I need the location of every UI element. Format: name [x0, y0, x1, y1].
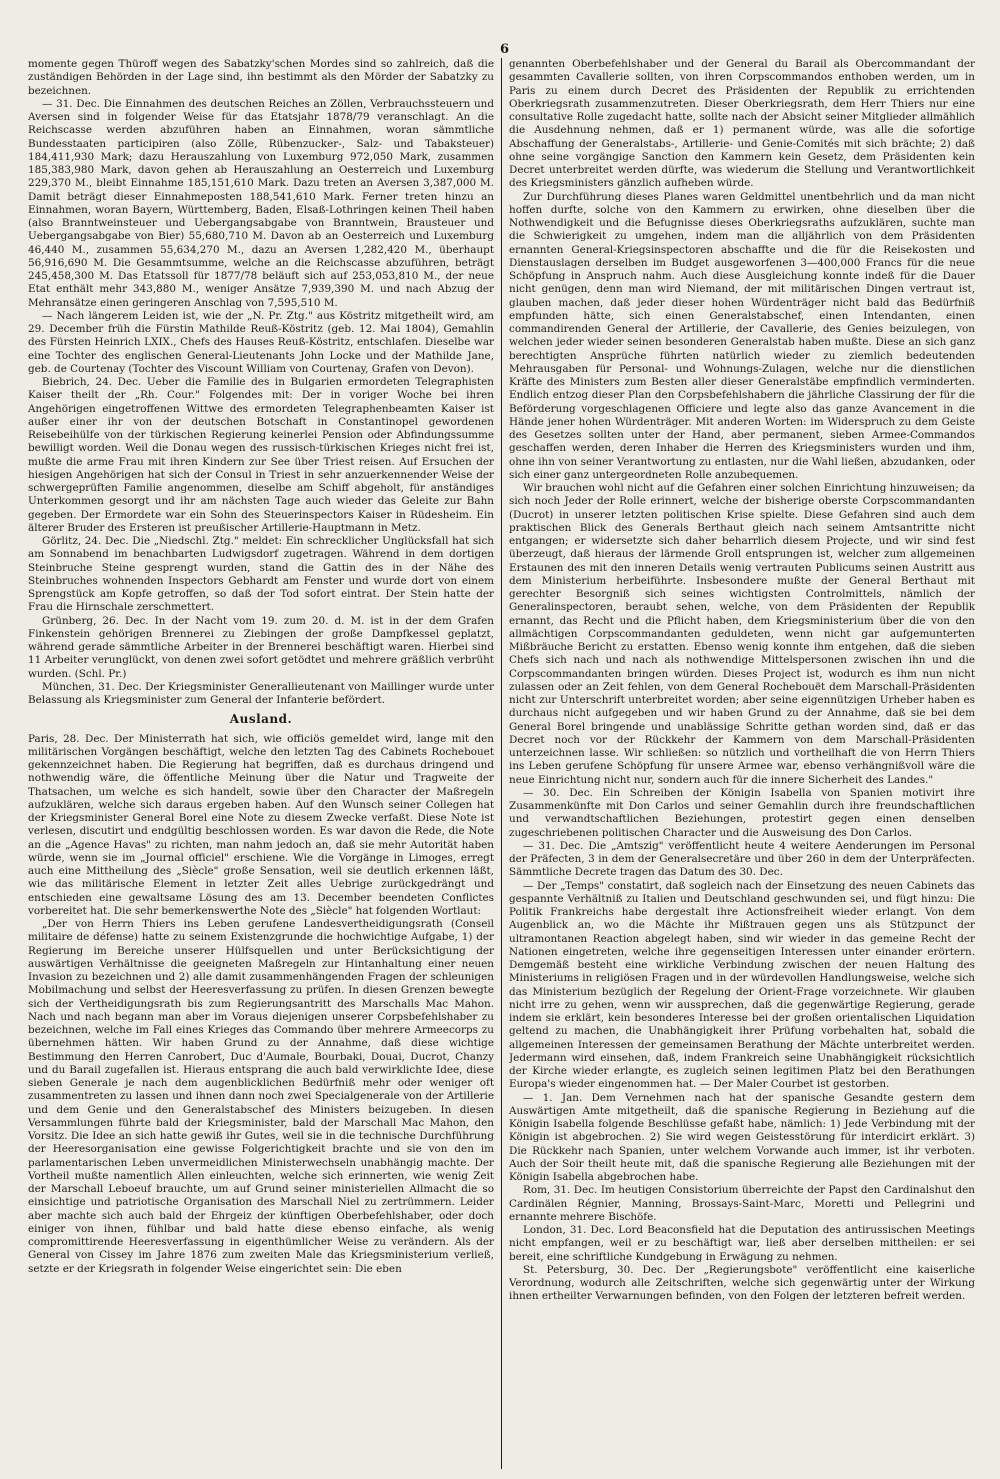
article-paragraph: München, 31. Dec. Der Kriegsminister Generallieutenant von Maillinger wurde unter Belassung als Kriegsminister zum General der Infanterie befördert. [28, 680, 494, 706]
article-paragraph: — 30. Dec. Ein Schreiben der Königin Isabella von Spanien motivirt ihre Zusammenkünfte mit Don Carlos und seiner Gemahlin durch ihre freundschaftlichen und verwandtschaftlichen Beziehungen, protestirt gegen einen denselben zugeschriebenen politischen Character und die Ausweisung des Don Carlos. [509, 786, 975, 839]
article-paragraph: — Der „Temps" constatirt, daß sogleich nach der Einsetzung des neuen Cabinets das gespannte Verhältniß zu Italien und Deutschland geschwunden sei, und fügt hinzu: Die Politik Frankreichs habe dergestalt ihre Actionsfreiheit wieder erlangt. Von dem Augenblick an, wo die Mächte ihr Mißtrauen gegen uns als Stützpunct der ultramontanen Reaction abgelegt haben, sind wir wieder in das gemeine Recht der Nationen eingetreten, welche ihre gegenseitigen Interessen unter einander erörtern. Demgemäß besteht eine wirkliche Verbindung zwischen der neuen Haltung des Ministeriums in religiösen Fragen und in der würdevollen Handlungsweise, welche sich das Ministerium bezüglich der Regelung der Orient-Frage vorzeichnete. Wir glauben nicht irre zu gehen, wenn wir aussprechen, daß die gegenwärtige Regierung, gerade indem sie erklärt, kein besonderes Interesse bei der großen orientalischen Liquidation geltend zu machen, die Unabhängigkeit ihrer Prüfung vorbehalten hat, sobald die allgemeinen Interessen der gemeinsamen Berathung der Mächte unterbreitet werden. Jedermann wird einsehen, daß, indem Frankreich seine Unabhängigkeit rücksichtlich der Kirche wieder erlangte, es zugleich seinen legitimen Platz bei den Berathungen Europa's wieder eingenommen hat. — Der Maler Courbet ist gestorben. [509, 879, 975, 1091]
article-paragraph: momente gegen Thüroff wegen des Sabatzky'schen Mordes sind so zahlreich, daß die zuständigen Behörden in der Lage sind, ihn bestimmt als den Mörder der Sabatzky zu bezeichnen. [28, 58, 494, 97]
article-paragraph: genannten Oberbefehlshaber und der General du Barail als Obercommandant der gesammten Cavallerie sollten, von ihren Corpscommandos enthoben werden, um in Paris zu einem durch Decret des Präsidenten der Republik zu errichtenden Oberkriegsrath zusammenzutreten. Dieser Oberkriegsrath, dem Herr Thiers nur eine consultative Rolle zugedacht hatte, sollte nach der Absicht seiner Mitglieder allmählich die Ausdehnung nehmen, daß er 1) permanent würde, was alle die sofortige Abschaffung der Generalstabs-, Artillerie- und Genie-Comités mit sich brächte; 2) daß ohne seine vorgängige Sanction den Kammern kein Gesetz, dem Präsidenten kein Decret unterbreitet werden dürfte, was wiederum die Stellung und Verantwortlichkeit des Kriegsministers gänzlich aufheben würde. [509, 58, 975, 190]
article-paragraph: St. Petersburg, 30. Dec. Der „Regierungsbote" veröffentlicht eine kaiserliche Verordnung, wodurch alle Zeitschriften, welche sich gegenwärtig unter der Wirkung ihnen ertheilter Verwarnungen befinden, von den Folgen der letzteren befreit werden. [509, 1263, 975, 1303]
article-paragraph: — 31. Dec. Die Einnahmen des deutschen Reiches an Zöllen, Verbrauchssteuern und Aversen sind in folgender Weise für das Etatsjahr 1878/79 veranschlagt. An die Reichscasse werden abzuführen haben an Einnahmen, woran sämmtliche Bundesstaaten participiren (also Zölle, Rübenzucker-, Salz- und Tabaksteuer) 184,411,930 Mark; dazu Herauszahlung von Luxemburg 972,050 Mark, zusammen 185,383,980 Mark, davon gehen ab Herauszahlung an Oesterreich und Luxemburg 229,370 M., bleibt Einnahme 185,151,610 Mark. Dazu treten an Aversen 3,387,000 M. Damit beträgt dieser Einnahmeposten 188,541,610 Mark. Ferner treten hinzu an Einnahmen, woran Bayern, Württemberg, Baden, Elsaß-Lothringen keinen Theil haben (also Branntweinsteuer und Uebergangsabgabe von Branntwein, Brausteuer und Uebergangsabgabe von Bier) 55,680,710 M. Davon ab an Oesterreich und Luxemburg 46,440 M., zusammen 55,634,270 M., dazu an Aversen 1,282,420 M., überhaupt 56,916,690 M. Die Gesammtsumme, welche an die Reichscasse abzuführen, beträgt 245,458,300 M. Das Etatssoll für 1877/78 beläuft sich auf 253,053,810 M., der neue Etat enthält mehr 343,880 M., weniger Ansätze 7,939,390 M. und nach Abzug der Mehransätze einen geringeren Anschlag von 7,595,510 M. [28, 97, 494, 309]
right-column [509, 58, 975, 1469]
page-number: 6 [500, 42, 510, 57]
article-paragraph: Wir brauchen wohl nicht auf die Gefahren einer solchen Einrichtung hinzuweisen; da sich noch Jeder der Rolle erinnert, welche der bisherige oberste Corpscommandanten (Ducrot) in unserer letzten politischen Krise spielte. Diese Gefahren sind auch dem praktischen Blick des Generals Berthaut gleich nach seinem Amtsantritte nicht entgangen; er widersetzte sich daher beharrlich diesem Projecte, und wir sind fest überzeugt, daß hieraus der lärmende Groll entsprungen ist, welcher zum allgemeinen Erstaunen des mit den inneren Details wenig vertrauten Publicums seinen Austritt aus dem Ministerium herbeiführte. Insbesondere mußte der General Berthaut mit gerechter Besorgniß sich seines wichtigsten Controlmittels, nämlich der Generalinspectoren, beraubt sehen, welche, von dem Präsidenten der Republik ernannt, das Recht und die Pflicht haben, dem Kriegsministerium über die von den allmächtigen Corpscommandanten geduldeten, wenn nicht gar aufgemunterten Mißbräuche Bericht zu erstatten. Ebenso wenig konnte ihm entgehen, daß die sieben Chefs sich nach und nach als nothwendige Mittelspersonen zwischen ihn und die Corpscommandanten bringen würden. Dieses Project ist, wodurch es ihm nun nicht zulassen oder an Zeit fehlen, von dem General Rochebouët dem Marschall-Präsidenten nicht zur Unterschrift unterbreitet worden; aber seine eigennützigen Urheber haben es durchaus nicht aufgegeben und wir haben Grund zu der Annahme, daß sie bei dem General Borel bringende und unablässige Schritte gethan worden sind, daß er das Decret noch vor der Rückkehr der Kammern von dem Marschall-Präsidenten unterzeichnen lasse. Wir schließen: so nützlich und vortheilhaft die von Herrn Thiers ins Leben gerufene Schöpfung für unsere Armee war, ebenso verhängnißvoll wäre die neue Einrichtung nicht nur, sondern auch für die innere Sicherheit des Landes." [509, 482, 975, 786]
column-divider [501, 58, 502, 1469]
article-paragraph: Paris, 28. Dec. Der Ministerrath hat sich, wie officiös gemeldet wird, lange mit den militärischen Vorgängen beschäftigt, welche den letzten Tag des Cabinets Rochebouet gekennzeichnet haben. Die Regierung hat begriffen, daß es durchaus dringend und nothwendig wäre, die öffentliche Meinung über die Natur und Tragweite der Thatsachen, um welche es sich handelt, sowie über den Character der Maßregeln aufzuklären, welche sich daraus ergeben haben. Auf den Wunsch seiner Collegen hat der Kriegsminister General Borel eine Note zu diesem Zwecke verfaßt. Diese Note ist verlesen, discutirt und endgültig beschlossen worden. Es war davon die Rede, die Note an die „Agence Havas" zu richten, man nahm jedoch an, daß sie mehr Autorität haben würde, wenn sie im „Journal officiel" erschiene. Wie die Vorgänge in Limoges, erregt auch eine Mittheilung des „Siècle" große Sensation, weil sie deutlich erkennen läßt, wie das militärische Element in letzter Zeit alles Uebrige zurückgedrängt und entschieden eine gewaltsame Lösung des am 13. December beendeten Conflictes vorbereitet hat. Die sehr bemerkenswerthe Note des „Siècle" hat folgenden Wortlaut: [28, 732, 494, 917]
article-paragraph: — 31. Dec. Die „Amtszig" veröffentlicht heute 4 weitere Aenderungen im Personal der Präfecten, 3 in dem der Generalsecretäre und über 260 in dem der Unterpräfecten. Sämmtliche Decrete tragen das Datum des 30. Dec. [509, 839, 975, 879]
article-paragraph: „Der von Herrn Thiers ins Leben gerufene Landesvertheidigungsrath (Conseil militaire de défense) hatte zu seinem Existenzgrunde die hochwichtige Aufgabe, 1) der Regierung im Bereiche unserer Hülfsquellen und unter Berücksichtigung der auswärtigen Verhältnisse die geeigneten Maßregeln zur Hintanhaltung einer neuen Invasion zu bezeichnen und 2) alle damit zusammenhängenden Fragen der schleunigen Mobilmachung und selbst der Heeresverfassung zu prüfen. In diesen Grenzen bewegte sich der Vertheidigungsrath bis zum Regierungsantritt des Marschalls Mac Mahon. Nach und nach begann man aber im Voraus diejenigen unserer Corpsbefehlshaber zu bezeichnen, welche im Fall eines Krieges das Commando über mehrere Armeecorps zu übernehmen hätten. Wir haben Grund zu der Annahme, daß diese wichtige Bestimmung den Herren Canrobert, Duc d'Aumale, Bourbaki, Douai, Ducrot, Chanzy und du Barail zugefallen ist. Hieraus entsprang die auch bald verwirklichte Idee, diese sieben Generale je nach dem augenblicklichen Bedürfniß mehr oder weniger oft zusammentreten zu lassen und ihnen dann noch zwei Specialgenerale von der Artillerie und dem Genie und den Generalstabschef des Ministers beizugeben. In diesen Versammlungen führte bald der Kriegsminister, bald der Marschall Mac Mahon, den Vorsitz. Die Idee an sich hatte gewiß ihr Gutes, weil sie in die technische Durchführung der Heeresorganisation eine gewisse Folgerichtigkeit brachte und sie von den im parlamentarischen Leben unvermeidlichen Ministerwechseln unabhängig machte. Der Vortheil mußte namentlich Allen einleuchten, welche sich erinnerten, wie wenig Zeit der Marschall Leboeuf brauchte, um auf Grund seiner ministeriellen Allmacht die so einsichtige und patriotische Organisation des Marschall Niel zu zertrümmern. Leider aber machte sich auch bald der Ehrgeiz der künftigen Oberbefehlshaber, oder doch einiger von ihnen, fühlbar und bald hatte diese ebenso einfache, als wenig compromittirende Heeresverfassung in eigenthümlicher Weise zu verändern. Als der General von Cissey im Jahre 1876 zum zweiten Male das Kriegsministerium verließ, setzte er der Kriegsrath in folgender Weise eingerichtet sein: Die eben [28, 918, 494, 1275]
article-paragraph: Rom, 31. Dec. Im heutigen Consistorium überreichte der Papst den Cardinalshut den Cardinälen Régnier, Manning, Brossays-Saint-Marc, Moretti und Pellegrini und ernannte mehrere Bischöfe. [509, 1184, 975, 1223]
article-paragraph: Görlitz, 24. Dec. Die „Niedschl. Ztg." meldet: Ein schrecklicher Unglücksfall hat sich am Sonnabend im benachbarten Ludwigsdorf zugetragen. Während in dem dortigen Steinbruche Steine gesprengt wurden, stand die Gattin des in der Nähe des Steinbruches wohnenden Inspectors Gebhardt am Fenster und wurde dort von einem Sprengstück am Kopfe getroffen, so daß der Tod sofort eintrat. Der Stein hatte der Frau die Hirnschale zerschmettert. [28, 535, 494, 614]
article-paragraph: — 1. Jan. Dem Vernehmen nach hat der spanische Gesandte gestern dem Auswärtigen Amte mitgetheilt, daß die spanische Regierung in Beziehung auf die Königin Isabella folgende Beschlüsse gefaßt habe, nämlich: 1) Jede Verbindung mit der Königin ist abgebrochen. 2) Sie wird wegen Geistesstörung für interdicirt erklärt. 3) Die Rückkehr nach Spanien, unter welchem Vorwande auch immer, ist ihr verboten. Auch der Soir theilt heute mit, daß die spanische Regierung alle Beziehungen mit der Königin Isabella abgebrochen habe. [509, 1091, 975, 1183]
section-heading: Ausland. [229, 712, 293, 727]
text-columns [28, 58, 978, 1469]
article-paragraph: Zur Durchführung dieses Planes waren Geldmittel unentbehrlich und da man nicht hoffen durfte, solche von den Kammern zu erwirken, ohne dieselben über die Nothwendigkeit und die Befugnisse dieses Oberkriegsraths aufzuklären, suchte man die Schwierigkeit zu umgehen, indem man die alljährlich von dem Präsidenten ernannten General-Kriegsinspectoren abschaffte und die für die Reisekosten und Dienstauslagen derselben im Budget ausgeworfenen 3—400,000 Francs für die neue Schöpfung in Anspruch nahm. Auch diese Ausgleichung konnte indeß für die Dauer nicht genügen, denn man wird Niemand, der mit militärischen Dingen vertraut ist, glauben machen, daß jeder dieser hohen Würdenträger nicht bald das Bedürfniß empfunden hätte, sich einen Generalstabschef, einen Intendanten, einen commandirenden General der Artillerie, der Cavallerie, des Genies beizulegen, von welchen jeder wieder seinen besonderen Generalstab haben mußte. Diese an sich ganz berechtigten Ansprüche führten natürlich wieder zu ziemlich bedeutenden Mehrausgaben für Personal- und Wohnungs-Zulagen, welche nur die dienstlichen Kräfte des Ministers zum Besten aller dieser Generalstäbe empfindlich verminderten. Endlich entzog dieser Plan den Corpsbefehlshabern die jährliche Classirung der für die Beförderung vorgeschlagenen Officiere und legte also das ganze Avancement in die Hände jener hohen Würdenträger. Mit anderen Worten: im Widerspruch zu dem Geiste des Gesetzes sollten unter der Hand, aber permanent, sieben Armee-Commandos geschaffen werden, deren Inhaber die Herren des Kriegsministers wurden und ihm, ohne ihn von seiner Verantwortung zu entlasten, nur die Wahl ließen, abzudanken, oder sich einer ganz untergeordneten Rolle anzubequemen. [509, 190, 975, 481]
article-paragraph: — Nach längerem Leiden ist, wie der „N. Pr. Ztg." aus Köstritz mitgetheilt wird, am 29. December früh die Fürstin Mathilde Reuß-Köstritz (geb. 12. Mai 1804), Gemahlin des Fürsten Heinrich LXIX., Chefs des Hauses Reuß-Köstritz, entschlafen. Dieselbe war eine Tochter des englischen General-Lieutenants John Locke und der Mathilde Jane, geb. de Courtenay (Tochter des Viscount William von Courtenay, Grafen von Devon). [28, 309, 494, 375]
article-paragraph: Grünberg, 26. Dec. In der Nacht vom 19. zum 20. d. M. ist in der dem Grafen Finkenstein gehörigen Brennerei zu Ziebingen der große Dampfkessel geplatzt, während gerade sämmtliche Arbeiter in der Brennerei beschäftigt waren. Hierbei sind 11 Arbeiter verunglückt, von denen zwei sofort getödtet und mehrere gräßlich verbrüht wurden. (Schl. Pr.) [28, 614, 494, 680]
article-paragraph: London, 31. Dec. Lord Beaconsfield hat die Deputation des antirussischen Meetings nicht empfangen, weil er zu beschäftigt war, ließ aber derselben mittheilen: er sei bereit, eine schriftliche Kundgebung in Erwägung zu nehmen. [509, 1224, 975, 1263]
article-paragraph: Biebrich, 24. Dec. Ueber die Familie des in Bulgarien ermordeten Telegraphisten Kaiser theilt der „Rh. Cour." Folgendes mit: Der in voriger Woche bei ihren Angehörigen eingetroffenen Wittwe des ermordeten Telegraphenbeamten Kaiser ist außer einer ihr von der deutschen Botschaft in Constantinopel gewordenen Reisebeihülfe von der türkischen Regierung keinerlei Pension oder Abfindungssumme bewilligt worden. Weil die Donau wegen des russisch-türkischen Krieges nicht frei ist, mußte die arme Frau mit ihren Kindern zur See über Triest reisen. Auf Ersuchen der hiesigen Angehörigen hat sich der Consul in Triest in sehr anzuerkennender Weise der schwergeprüften Familie angenommen, dieselbe am Schiff abgeholt, für anständiges Unterkommen gesorgt und ihr am nächsten Tage auch wieder das Geleite zur Bahn gegeben. Der Ermordete war ein Sohn des Steuerinspectors Kaiser in Rüdesheim. Ein älterer Bruder des Ersteren ist preußischer Artillerie-Hauptmann in Metz. [28, 376, 494, 534]
left-column [28, 58, 494, 1469]
